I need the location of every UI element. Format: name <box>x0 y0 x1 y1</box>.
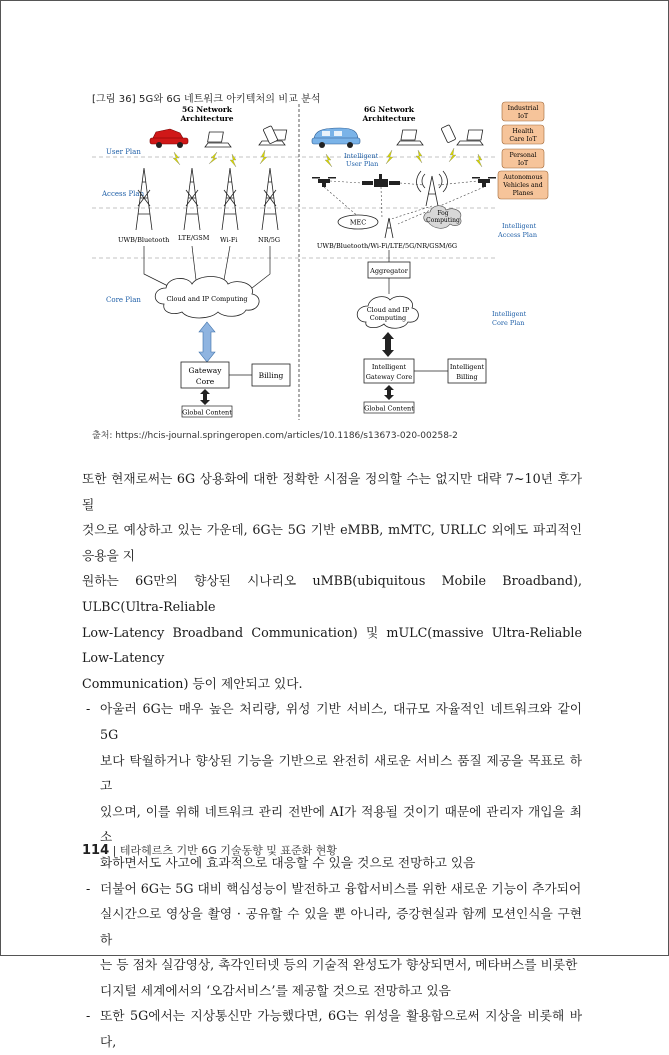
text-line: 것으로 예상하고 있는 가운데, 6G는 5G 기반 eMBB, mMTC, URLLC 외에도 파괴적인 응용을 지 <box>82 522 582 563</box>
legend-health-line2: Care IoT <box>509 136 537 143</box>
satellite-icon <box>362 174 400 187</box>
signal-bolt-icons <box>173 150 267 167</box>
right-cloud-line2: Computing <box>369 314 407 322</box>
text-line: 는 등 점차 실감영상, 촉각인터넷 등의 기술적 완성도가 향상되면서, 메타버스를 비롯한 <box>100 957 578 973</box>
figure-caption: [그림 36] 5G와 6G 네트워크 아키텍처의 비교 분석 <box>92 94 321 105</box>
bullet-item <box>82 876 582 1004</box>
gateway-core-line2: Core <box>195 377 215 386</box>
intelligent-user-plan-line2: User Plan <box>346 160 379 168</box>
intelligent-gateway-line2: Gateway Core <box>365 373 413 381</box>
cell-tower-icons <box>136 168 278 230</box>
left-tower-labels <box>118 234 280 244</box>
legend <box>498 102 548 199</box>
text-line: 실시간으로 영상을 촬영 · 공유할 수 있을 뿐 아니라, 증강현실과 함께 모션인식을 구현하 <box>100 906 582 947</box>
intelligent-gateway-line1: Intelligent <box>371 363 407 371</box>
cloud-label: Cloud and IP Computing <box>166 295 248 303</box>
bullet-dash: - <box>86 1008 91 1024</box>
text-line: Communication) 등이 제안되고 있다. <box>82 675 303 691</box>
antenna-tower-icon <box>417 171 448 206</box>
legend-health-line1: Health <box>512 128 534 135</box>
billing-label: Billing <box>258 371 284 380</box>
double-arrow-icon <box>384 385 394 400</box>
right-cloud-line1: Cloud and IP <box>366 306 410 314</box>
core-plan-label: Core Plan <box>106 296 141 304</box>
footer-separator: | <box>112 844 117 857</box>
autonomous-vehicle-icon <box>312 128 360 148</box>
global-content-label: Global Content <box>364 404 414 413</box>
paragraph <box>82 466 582 696</box>
tower-label: LTE/GSM <box>178 234 210 242</box>
right-title-line1: 6G Network <box>364 105 414 114</box>
legend-industrial-line2: IoT <box>517 113 529 120</box>
global-content-label: Global Content <box>182 408 232 417</box>
left-title-line2: Architecture <box>180 114 234 123</box>
tower-label: NR/5G <box>258 236 281 244</box>
text-line: 더불어 6G는 5G 대비 핵심성능이 발전하고 융합서비스를 위한 새로운 기능이 추가되어 <box>100 880 582 896</box>
mec-label: MEC <box>349 218 367 227</box>
text-line: 보다 탁월하거나 향상된 기능을 기반으로 완전히 새로운 서비스 품질 제공을 목표로 하고 <box>100 752 582 794</box>
tower-label: UWB/Bluetooth <box>118 236 170 244</box>
car-icon <box>150 129 188 148</box>
phone-icon <box>441 125 456 143</box>
double-arrow-icon <box>199 322 215 362</box>
architecture-figure <box>92 100 588 425</box>
access-plan-label: Access Plan <box>102 190 145 198</box>
figure-source: 출처: https://hcis-journal.springeropen.com/articles/10.1186/s13673-020-00258-2 <box>92 431 458 441</box>
right-towers-label: UWB/Bluetooth/Wi-Fi/LTE/5G/NR/GSM/6G <box>316 242 458 250</box>
legend-personal-line2: IoT <box>517 160 529 167</box>
page-footer <box>82 842 337 858</box>
laptop-icon <box>397 130 423 145</box>
legend-personal-line1: Personal <box>509 152 537 159</box>
intelligent-core-plan-line2: Core Plan <box>492 319 525 327</box>
legend-industrial-line1: Industrial <box>507 105 539 112</box>
drone-icon <box>312 177 336 187</box>
fog-label-line1: Fog <box>437 210 449 217</box>
gateway-core-line1: Gateway <box>188 366 222 375</box>
legend-autonomous-line3: Planes <box>512 190 534 197</box>
intelligent-core-plan-line1: Intelligent <box>492 310 527 318</box>
left-title-line1: 5G Network <box>182 105 232 114</box>
legend-autonomous-line2: Vehicles and <box>503 182 543 189</box>
tower-label: Wi-Fi <box>220 236 238 244</box>
intelligent-access-plan-line1: Intelligent <box>502 222 537 230</box>
drone-icon <box>472 177 496 187</box>
text-line: 원하는 6G만의 향상된 시나리오 uMBB(ubiquitous Mobile Broadband), ULBC(Ultra-Reliable <box>82 573 582 614</box>
text-line: 있으며, 이를 위해 네트워크 관리 전반에 AI가 적용될 것이기 때문에 관리자 개입을 최소 <box>100 803 582 845</box>
page-number: 114 <box>82 843 110 858</box>
bullet-dash: - <box>86 880 91 896</box>
intelligent-billing-line2: Billing <box>456 373 478 381</box>
cell-tower-icons <box>385 218 393 238</box>
intelligent-access-plan-line2: Access Plan <box>498 231 538 239</box>
legend-autonomous-line1: Autonomous <box>503 174 543 181</box>
right-title-line2: Architecture <box>362 114 416 123</box>
text-line: 디지털 세계에서의 ‘오감서비스’를 제공할 것으로 전망하고 있음 <box>100 982 451 998</box>
intelligent-user-plan-line1: Intelligent <box>344 152 379 160</box>
bullet-dash: - <box>86 701 91 717</box>
intelligent-billing-line1: Intelligent <box>449 363 485 371</box>
body-text <box>82 466 582 1055</box>
text-line: 화하면서도 사고에 효과적으로 대응할 수 있을 것으로 전망하고 있음 <box>100 854 476 870</box>
text-line: 또한 현재로써는 6G 상용화에 대한 정확한 시점을 정의할 수는 없지만 대략 7~10년 후가 될 <box>82 471 582 512</box>
aggregator-label: Aggregator <box>370 267 408 275</box>
fog-label-line2: Computing <box>426 217 460 224</box>
laptop-icon <box>457 130 483 145</box>
double-arrow-icon <box>382 332 394 357</box>
text-line: 또한 5G에서는 지상통신만 가능했다면, 6G는 위성을 활용함으로써 지상을 비롯해 바다, <box>100 1008 582 1050</box>
text-line: Low-Latency Broadband Communication) 및 mULC(massive Ultra-Reliable Low-Latency <box>82 624 582 666</box>
double-arrow-icon <box>200 389 210 405</box>
laptop-icon <box>205 132 231 147</box>
running-title: 테라헤르츠 기반 6G 기술동향 및 표준화 현황 <box>119 844 338 857</box>
user-plan-label: User Plan <box>106 148 141 156</box>
bullet-item <box>82 1003 582 1054</box>
text-line: 아울러 6G는 매우 높은 처리량, 위성 기반 서비스, 대규모 자율적인 네트워크와 같이 5G <box>100 701 582 742</box>
